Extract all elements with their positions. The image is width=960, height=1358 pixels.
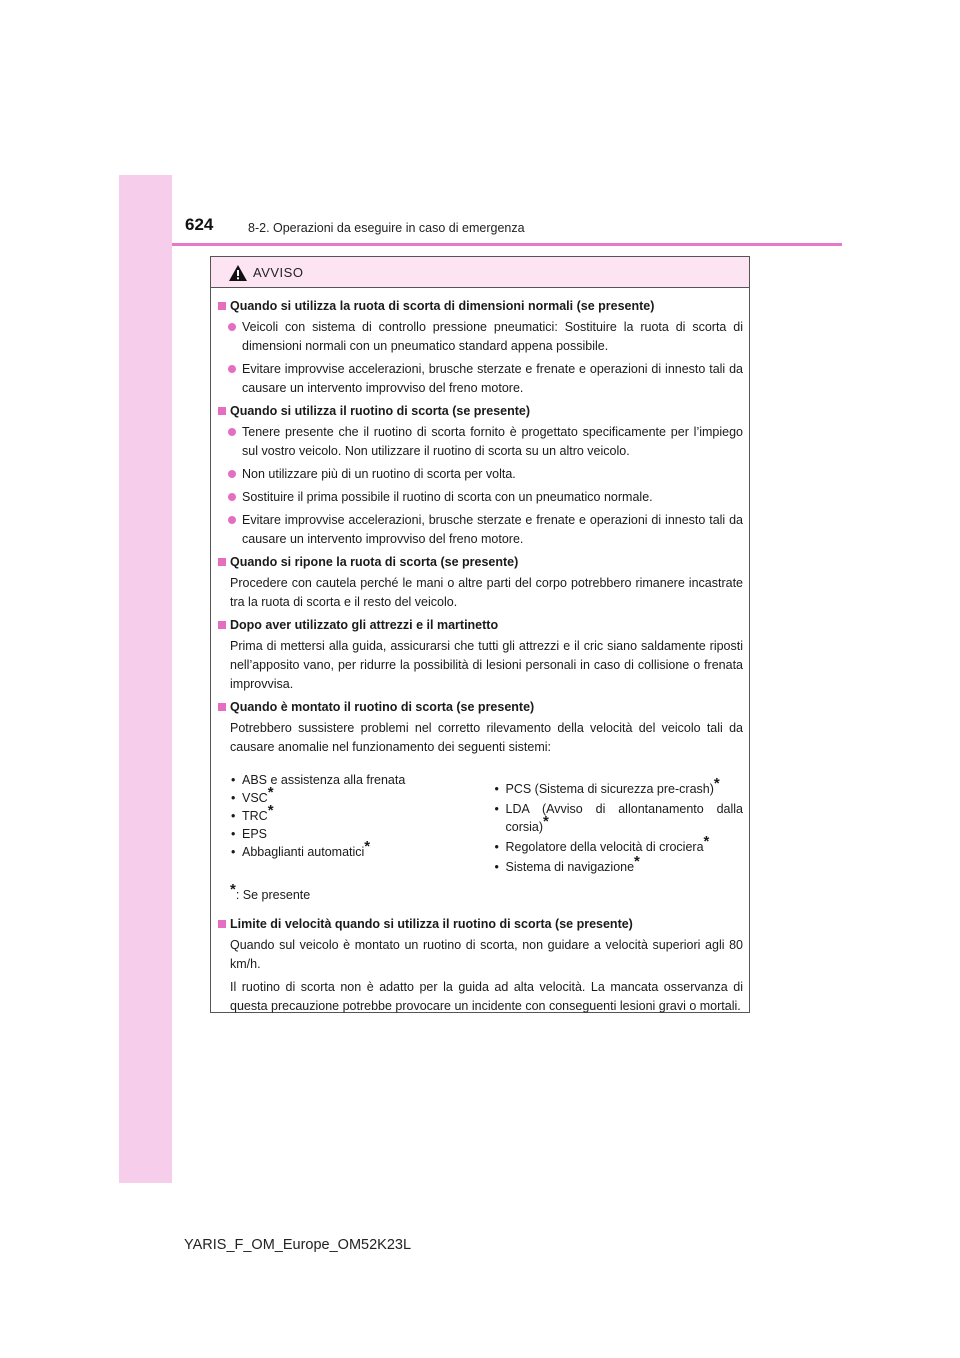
warning-header (211, 257, 749, 288)
warning-box (210, 256, 750, 1013)
bullet-item: Veicoli con sistema di controllo pressione pneumatici: Sostituire la ruota di scorta di dimensioni normali con un pneumatico standard appena possibile. (217, 318, 743, 356)
warning-content (217, 297, 743, 1020)
system-item: • Abbaglianti automatici* (230, 843, 480, 861)
system-item: • LDA (Avviso di allontanamento dalla corsia)* (494, 800, 744, 836)
system-item: • ABS e assistenza alla frenata (230, 771, 480, 789)
paragraph: Prima di mettersi alla guida, assicurarsi che tutti gli attrezzi e il cric siano saldamente riposti nell’apposito vano, per ridurre la possibilità di lesioni personali in caso di collisione o frenata improvvisa. (230, 639, 743, 691)
system-item: • Regolatore della velocità di crociera* (494, 838, 744, 856)
page-number: 624 (185, 215, 214, 234)
paragraph: Procedere con cautela perché le mani o altre parti del corpo potrebbero rimanere incastrate tra la ruota di scorta e il resto del veicolo. (230, 576, 743, 609)
system-item: • TRC* (230, 807, 480, 825)
system-item: • EPS (230, 825, 480, 843)
bullet-item: Evitare improvvise accelerazioni, brusche sterzate e frenate e operazioni di innesto tali da causare un intervento improvviso del freno motore. (217, 360, 743, 398)
systems-list (217, 771, 743, 878)
systems-left-column (230, 771, 480, 878)
bullet-item: Tenere presente che il ruotino di scorta fornito è progettato specificamente per l’impiego sul vostro veicolo. Non utilizzare il ruotino di scorta su un altro veicolo. (217, 423, 743, 461)
system-item: • PCS (Sistema di sicurezza pre-crash)* (494, 780, 744, 798)
bullet-item: Evitare improvvise accelerazioni, brusche sterzate e frenate e operazioni di innesto tali da causare un intervento improvviso del freno motore. (217, 511, 743, 549)
section-heading: Quando si utilizza il ruotino di scorta (se presente) (217, 402, 743, 421)
paragraph: Potrebbero sussistere problemi nel corretto rilevamento della velocità del veicolo tali da causare anomalie nel funzionamento dei seguenti sistemi: (230, 721, 743, 754)
paragraph: Il ruotino di scorta non è adatto per la guida ad alta velocità. La mancata osservanza di questa precauzione potrebbe provocare un incidente con conseguenti lesioni gravi o mortali. (230, 980, 743, 1013)
side-tab-bar (119, 175, 172, 1183)
bullet-item: Sostituire il prima possibile il ruotino di scorta con un pneumatico normale. (217, 488, 743, 507)
footnote: *: Se presente (230, 881, 311, 902)
section-heading: Limite di velocità quando si utilizza il ruotino di scorta (se presente) (217, 915, 743, 934)
section-heading: Quando si utilizza la ruota di scorta di dimensioni normali (se presente) (217, 297, 743, 316)
section-heading: Quando è montato il ruotino di scorta (se presente) (217, 698, 743, 717)
system-item: • Sistema di navigazione* (494, 858, 744, 876)
section-heading: Quando si ripone la ruota di scorta (se presente) (217, 553, 743, 572)
paragraph: Quando sul veicolo è montato un ruotino di scorta, non guidare a velocità superiori agli 80 km/h. (230, 938, 743, 971)
section-title: 8-2. Operazioni da eseguire in caso di emergenza (248, 221, 525, 235)
warning-triangle-icon (228, 264, 248, 282)
document-code: YARIS_F_OM_Europe_OM52K23L (184, 1237, 412, 1253)
systems-right-column (480, 775, 744, 878)
system-item: • VSC* (230, 789, 480, 807)
warning-label: AVVISO (253, 265, 304, 280)
section-heading: Dopo aver utilizzato gli attrezzi e il martinetto (217, 616, 743, 635)
header-divider (172, 243, 842, 246)
bullet-item: Non utilizzare più di un ruotino di scorta per volta. (217, 465, 743, 484)
